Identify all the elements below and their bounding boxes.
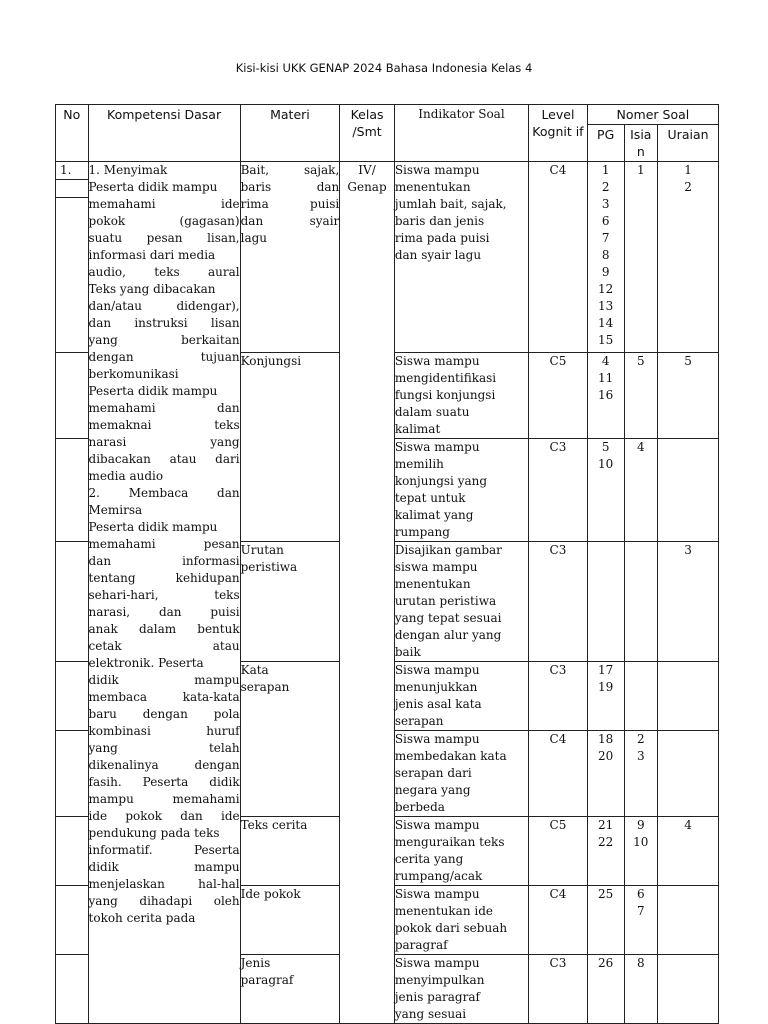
pg-number: 11 <box>598 371 614 385</box>
indikator-line: menunjukkan <box>394 680 478 694</box>
header-uraian: Uraian <box>658 124 719 161</box>
materi-line: peristiwa <box>240 560 298 574</box>
indikator-line: yang tepat sesuai <box>394 611 502 625</box>
cell-level: C4 <box>529 886 588 955</box>
pg-number: 7 <box>601 231 610 245</box>
isian-number: 3 <box>636 749 645 763</box>
pg-number: 9 <box>601 265 610 279</box>
materi-line: serapan <box>240 680 290 694</box>
materi-line: Kata <box>240 663 269 677</box>
pg-number: 13 <box>598 299 614 313</box>
cell-uraian <box>658 731 719 817</box>
cell-materi <box>240 955 340 1024</box>
indikator-line: serapan dari <box>394 766 472 780</box>
cell-uraian <box>658 353 719 439</box>
kd-line: Memirsa <box>88 503 143 517</box>
cell-indikator <box>394 662 528 731</box>
cell-indikator <box>394 162 528 353</box>
kd-line: kombinasi huruf <box>88 724 240 738</box>
kd-line: narasi, dan puisi <box>88 605 240 619</box>
kd-line: pendukung pada teks <box>88 826 220 840</box>
cell-indikator <box>394 886 528 955</box>
header-level-kognitif: Level Kognit if <box>529 105 588 162</box>
kd-line: Peserta didik mampu <box>88 180 218 194</box>
kd-line: yang dihadapi oleh <box>88 894 240 908</box>
cell-no <box>56 662 89 731</box>
pg-number: 4 <box>601 354 610 368</box>
kd-line: memaknai teks <box>88 418 240 432</box>
isian-number: 5 <box>636 354 645 368</box>
cell-materi <box>240 353 340 542</box>
cell-isian <box>624 162 658 353</box>
indikator-line: baik <box>394 645 421 659</box>
cell-isian <box>624 542 658 662</box>
cell-pg <box>587 955 624 1024</box>
cell-no <box>56 817 89 886</box>
kd-line: ide pokok dan ide <box>88 809 240 823</box>
kd-line: Peserta didik mampu <box>88 520 218 534</box>
cell-isian <box>624 731 658 817</box>
indikator-line: Siswa mampu <box>394 887 480 901</box>
cell-no <box>56 955 89 1024</box>
kd-line: narasi yang <box>88 435 240 449</box>
materi-line: baris dan <box>240 180 340 194</box>
indikator-line: yang sesuai <box>394 1007 467 1021</box>
pg-number: 10 <box>598 457 614 471</box>
materi-line: rima puisi <box>240 197 340 211</box>
header-no: No <box>56 105 89 162</box>
indikator-line: kalimat yang <box>394 508 474 522</box>
pg-number: 17 <box>598 663 614 677</box>
indikator-line: memilih <box>394 457 444 471</box>
cell-uraian <box>658 662 719 731</box>
kd-line: suatu pesan lisan, <box>88 231 240 245</box>
isian-number: 7 <box>636 904 645 918</box>
indikator-line: siswa mampu <box>394 560 478 574</box>
kd-line: didik mampu <box>88 673 240 687</box>
pg-number: 25 <box>598 887 614 901</box>
cell-materi <box>240 662 340 817</box>
indikator-line: rima pada puisi <box>394 231 490 245</box>
materi-line: Urutan <box>240 543 284 557</box>
cell-level: C3 <box>529 542 588 662</box>
indikator-line: jenis paragraf <box>394 990 480 1004</box>
kd-line: dan instruksi lisan <box>88 316 240 330</box>
pg-number: 20 <box>598 749 614 763</box>
cell-pg <box>587 439 624 542</box>
kd-line: cetak atau <box>88 639 240 653</box>
cell-materi <box>240 542 340 662</box>
kd-line: dibacakan atau dari <box>88 452 240 466</box>
document-title: Kisi-kisi UKK GENAP 2024 Bahasa Indonesia Kelas 4 <box>235 61 533 75</box>
cell-level: C5 <box>529 817 588 886</box>
indikator-line: rumpang <box>394 525 450 539</box>
kd-line: pokok (gagasan) <box>88 214 240 228</box>
kd-line: informasi dari media <box>88 248 216 262</box>
pg-number: 26 <box>598 956 614 970</box>
cell-pg <box>587 542 624 662</box>
indikator-line: dan syair lagu <box>394 248 482 262</box>
cell-kelas <box>340 162 395 1024</box>
indikator-line: berbeda <box>394 800 445 814</box>
kd-line: fasih. Peserta didik <box>88 775 240 789</box>
kd-line: memahami dan <box>88 401 240 415</box>
pg-number: 15 <box>598 333 614 347</box>
indikator-line: Siswa mampu <box>394 354 480 368</box>
header-materi: Materi <box>240 105 340 162</box>
kd-line: baru dengan pola <box>88 707 240 721</box>
materi-line: lagu <box>240 231 268 245</box>
indikator-line: rumpang/acak <box>394 869 483 883</box>
kd-line: audio, teks aural <box>88 265 240 279</box>
cell-pg <box>587 731 624 817</box>
table-row <box>56 162 719 353</box>
cell-pg <box>587 886 624 955</box>
indikator-line: fungsi konjungsi <box>394 388 496 402</box>
cell-isian <box>624 886 658 955</box>
cell-materi <box>240 886 340 955</box>
isian-number: 10 <box>633 835 649 849</box>
cell-level: C3 <box>529 662 588 731</box>
cell-uraian <box>658 439 719 542</box>
indikator-line: Disajikan gambar <box>394 543 502 557</box>
cell-pg <box>587 353 624 439</box>
cell-pg <box>587 162 624 353</box>
indikator-line: negara yang <box>394 783 471 797</box>
cell-indikator <box>394 731 528 817</box>
materi-line: Jenis <box>240 956 271 970</box>
uraian-number: 1 <box>684 163 692 177</box>
indikator-line: baris dan jenis <box>394 214 485 228</box>
header-isian: Isia n <box>624 124 658 161</box>
cell-isian <box>624 353 658 439</box>
pg-number: 22 <box>598 835 614 849</box>
materi-line: Teks cerita <box>240 818 308 832</box>
isian-number: 2 <box>636 732 645 746</box>
indikator-line: mengidentifikasi <box>394 371 497 385</box>
cell-level: C3 <box>529 439 588 542</box>
materi-line: dan syair <box>240 214 340 228</box>
indikator-line: menentukan <box>394 180 471 194</box>
pg-number: 6 <box>601 214 610 228</box>
isian-number: 9 <box>636 818 645 832</box>
cell-no <box>56 353 89 439</box>
indikator-line: menentukan ide <box>394 904 493 918</box>
isian-number: 1 <box>636 163 645 177</box>
kd-line: mampu memahami <box>88 792 240 806</box>
kd-line: dengan tujuan <box>88 350 240 364</box>
cell-kompetensi-dasar <box>88 162 240 1024</box>
pg-number: 16 <box>598 388 614 402</box>
isian-number: 6 <box>636 887 645 901</box>
kd-line: Teks yang dibacakan <box>88 282 216 296</box>
pg-number: 21 <box>598 818 614 832</box>
indikator-line: menyimpulkan <box>394 973 485 987</box>
indikator-line: dengan alur yang <box>394 628 502 642</box>
indikator-line: serapan <box>394 714 444 728</box>
cell-indikator <box>394 542 528 662</box>
indikator-line: Siswa mampu <box>394 440 480 454</box>
indikator-line: Siswa mampu <box>394 956 480 970</box>
kd-line: 1. Menyimak <box>88 163 168 177</box>
indikator-line: cerita yang <box>394 852 464 866</box>
cell-level: C5 <box>529 353 588 439</box>
cell-uraian <box>658 955 719 1024</box>
header-nomer-soal: Nomer Soal <box>587 105 718 125</box>
isian-number: 4 <box>636 440 645 454</box>
kd-line: dan/atau didengar), <box>88 299 240 313</box>
cell-level: C4 <box>529 162 588 353</box>
kisi-kisi-table <box>55 104 719 1024</box>
cell-uraian <box>658 817 719 886</box>
kd-line: yang berkaitan <box>88 333 240 347</box>
cell-level: C4 <box>529 731 588 817</box>
uraian-number: 4 <box>684 818 692 832</box>
indikator-line: membedakan kata <box>394 749 507 763</box>
indikator-line: menentukan <box>394 577 471 591</box>
pg-number: 14 <box>598 316 614 330</box>
kd-line: elektronik. Peserta <box>88 656 204 670</box>
cell-no <box>56 162 89 353</box>
header-kompetensi-dasar: Kompetensi Dasar <box>88 105 240 162</box>
cell-indikator <box>394 439 528 542</box>
indikator-line: Siswa mampu <box>394 818 480 832</box>
cell-uraian <box>658 886 719 955</box>
kd-line: tentang kehidupan <box>88 571 240 585</box>
table-body <box>56 162 719 1024</box>
kd-line: memahami pesan <box>88 537 240 551</box>
isian-number: 8 <box>636 956 645 970</box>
pg-number: 5 <box>601 440 610 454</box>
indikator-line: kalimat <box>394 422 441 436</box>
indikator-line: Siswa mampu <box>394 163 480 177</box>
cell-materi <box>240 817 340 886</box>
pg-number: 8 <box>601 248 610 262</box>
cell-materi <box>240 162 340 353</box>
cell-uraian <box>658 542 719 662</box>
indikator-line: konjungsi yang <box>394 474 488 488</box>
pg-number: 2 <box>601 180 610 194</box>
cell-pg <box>587 662 624 731</box>
indikator-line: jumlah bait, sajak, <box>394 197 507 211</box>
indikator-line: pokok dari sebuah <box>394 921 508 935</box>
cell-no <box>56 439 89 542</box>
cell-isian <box>624 662 658 731</box>
kd-line: sehari-hari, teks <box>88 588 240 602</box>
kd-line: membaca kata-kata <box>88 690 240 704</box>
pg-number: 18 <box>598 732 614 746</box>
cell-isian <box>624 439 658 542</box>
kd-line: memahami ide <box>88 197 240 211</box>
indikator-line: Siswa mampu <box>394 732 480 746</box>
cell-indikator <box>394 955 528 1024</box>
kd-line: tokoh cerita pada <box>88 911 196 925</box>
materi-line: Konjungsi <box>240 354 302 368</box>
header-pg: PG <box>587 124 624 161</box>
cell-no <box>56 886 89 955</box>
kd-line: anak dalam bentuk <box>88 622 240 636</box>
cell-indikator <box>394 817 528 886</box>
uraian-number: 2 <box>684 180 692 194</box>
header-kelas: Kelas /Smt <box>340 105 395 162</box>
uraian-number: 5 <box>684 354 692 368</box>
kd-line: Peserta didik mampu <box>88 384 218 398</box>
cell-pg <box>587 817 624 886</box>
cell-isian <box>624 817 658 886</box>
kd-line: berkomunikasi <box>88 367 179 381</box>
indikator-line: menguraikan teks <box>394 835 505 849</box>
indikator-line: urutan peristiwa <box>394 594 497 608</box>
cell-isian <box>624 955 658 1024</box>
kd-line: menjelaskan hal-hal <box>88 877 240 891</box>
kd-line: media audio <box>88 469 164 483</box>
uraian-number: 3 <box>684 543 692 557</box>
kd-line: dan informasi <box>88 554 240 568</box>
cell-level: C3 <box>529 955 588 1024</box>
no-subcell <box>56 180 88 198</box>
kd-line: yang telah <box>88 741 240 755</box>
kd-line: 2. Membaca dan <box>88 486 240 500</box>
indikator-line: Siswa mampu <box>394 663 480 677</box>
pg-number: 1 <box>601 163 610 177</box>
header-indikator-soal: Indikator Soal <box>394 105 528 162</box>
kd-line: informatif. Peserta <box>88 843 240 857</box>
kd-line: didik mampu <box>88 860 240 874</box>
materi-line: paragraf <box>240 973 294 987</box>
cell-indikator <box>394 353 528 439</box>
kd-line: dikenalinya dengan <box>88 758 240 772</box>
pg-number: 12 <box>598 282 614 296</box>
materi-line: Ide pokok <box>240 887 301 901</box>
indikator-line: dalam suatu <box>394 405 470 419</box>
materi-line: Bait, sajak, <box>240 163 340 177</box>
cell-no <box>56 542 89 662</box>
indikator-line: tepat untuk <box>394 491 466 505</box>
pg-number: 3 <box>601 197 610 211</box>
indikator-line: jenis asal kata <box>394 697 482 711</box>
cell-no <box>56 731 89 817</box>
cell-uraian <box>658 162 719 353</box>
kelas-value: IV/ Genap <box>347 163 387 194</box>
row-number: 1. <box>56 162 88 180</box>
indikator-line: paragraf <box>394 938 448 952</box>
pg-number: 19 <box>598 680 614 694</box>
